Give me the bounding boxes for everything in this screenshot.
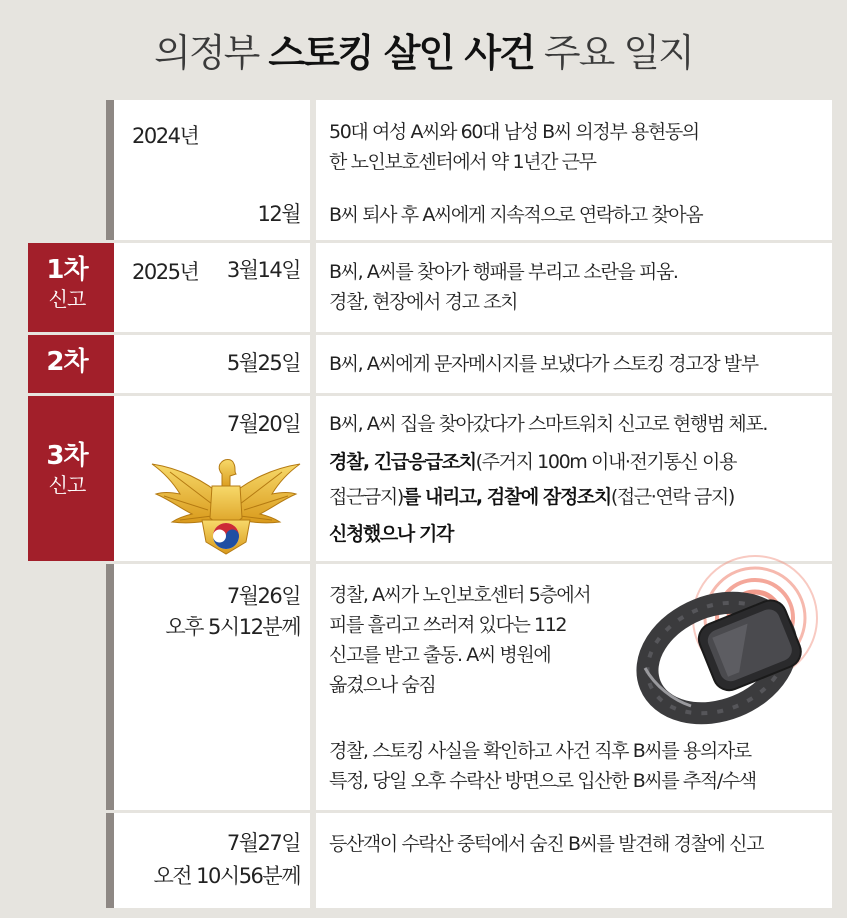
desc-bold: 신청했으나 기각 — [329, 523, 453, 545]
report-badge — [28, 396, 106, 561]
desc-line: 특정, 당일 오후 수락산 방면으로 입산한 B씨를 추적/수색 — [329, 770, 756, 792]
timeline-row-0727 — [0, 813, 847, 908]
timeline-row-first-report — [0, 243, 847, 332]
description-cell — [316, 243, 832, 332]
row-date: 7월26일 — [226, 584, 300, 608]
date-cell — [114, 100, 310, 240]
row-month: 12월 — [257, 202, 300, 226]
badge-word: 신고 — [48, 287, 86, 311]
row-date: 5월25일 — [226, 351, 300, 375]
description-cell — [316, 396, 832, 561]
date-cell — [114, 335, 310, 393]
desc-line-emphasis — [329, 482, 826, 512]
desc-line: 신고를 받고 출동. A씨 병원에 — [329, 644, 551, 666]
desc-line: 피를 흘리고 쓰러져 있다는 112 — [329, 614, 567, 636]
desc-normal: (주거지 100m 이내·전기통신 이용 — [475, 451, 736, 473]
title-bold: 스토킹 살인 사건 — [268, 31, 534, 75]
desc-line: 경찰, 현장에서 경고 조치 — [329, 291, 518, 313]
row-bar — [106, 335, 114, 393]
badge-number: 1차 — [46, 255, 88, 285]
badge-word: 신고 — [48, 473, 86, 497]
desc-line: B씨, A씨에게 문자메시지를 보냈다가 스토킹 경고장 발부 — [329, 353, 758, 375]
description-cell — [316, 335, 832, 393]
description-cell — [316, 100, 832, 240]
desc-normal: 접근금지) — [329, 486, 403, 508]
desc-bold: 를 내리고, 검찰에 잠정조치 — [402, 486, 611, 508]
timeline-row-second-report — [0, 335, 847, 393]
desc-line: 50대 여성 A씨와 60대 남성 B씨 의정부 용현동의 — [329, 121, 699, 143]
page-title — [0, 22, 847, 77]
desc-line-emphasis — [329, 447, 826, 477]
date-cell — [114, 813, 310, 908]
timeline-row-third-report — [0, 396, 847, 561]
title-prefix: 의정부 — [154, 31, 269, 75]
row-time: 오후 5시12분께 — [165, 615, 300, 639]
smartwatch-icon — [625, 540, 830, 725]
row-bar — [106, 564, 114, 810]
desc-bold: 경찰, 긴급응급조치 — [329, 451, 476, 473]
desc-line: B씨, A씨 집을 찾아갔다가 스마트워치 신고로 현행범 체포. — [329, 413, 767, 435]
row-year: 2024년 — [132, 124, 199, 148]
desc-line: 등산객이 수락산 중턱에서 숨진 B씨를 발견해 경찰에 신고 — [329, 833, 764, 855]
row-stripe — [28, 813, 106, 908]
report-badge — [28, 243, 106, 332]
row-year: 2025년 — [132, 260, 199, 284]
row-date: 7월27일 — [226, 831, 300, 855]
description-cell — [316, 813, 832, 908]
police-emblem-icon — [150, 458, 302, 556]
desc-line: B씨 퇴사 후 A씨에게 지속적으로 연락하고 찾아옴 — [329, 204, 703, 226]
desc-line: 경찰, 스토킹 사실을 확인하고 사건 직후 B씨를 용의자로 — [329, 740, 751, 762]
row-stripe — [28, 564, 106, 810]
desc-normal: (접근·연락 금지) — [610, 486, 734, 508]
desc-line: 옮겼으나 숨짐 — [329, 674, 436, 696]
desc-line: 경찰, A씨가 노인보호센터 5층에서 — [329, 584, 591, 606]
desc-line: 한 노인보호센터에서 약 1년간 근무 — [329, 151, 596, 173]
date-cell — [114, 243, 310, 332]
row-date: 3월14일 — [226, 258, 300, 282]
title-suffix: 주요 일지 — [533, 31, 693, 75]
badge-number: 2차 — [46, 347, 88, 377]
row-bar — [106, 813, 114, 908]
row-bar — [106, 100, 114, 240]
desc-line: B씨, A씨를 찾아가 행패를 부리고 소란을 피움. — [329, 261, 678, 283]
badge-number: 3차 — [46, 441, 88, 471]
report-badge — [28, 335, 106, 393]
row-bar — [106, 243, 114, 332]
date-cell — [114, 564, 310, 810]
row-stripe — [28, 100, 106, 240]
row-date: 7월20일 — [226, 412, 300, 436]
timeline-row-2024 — [0, 100, 847, 240]
row-bar — [106, 396, 114, 561]
row-time: 오전 10시56분께 — [153, 864, 300, 888]
